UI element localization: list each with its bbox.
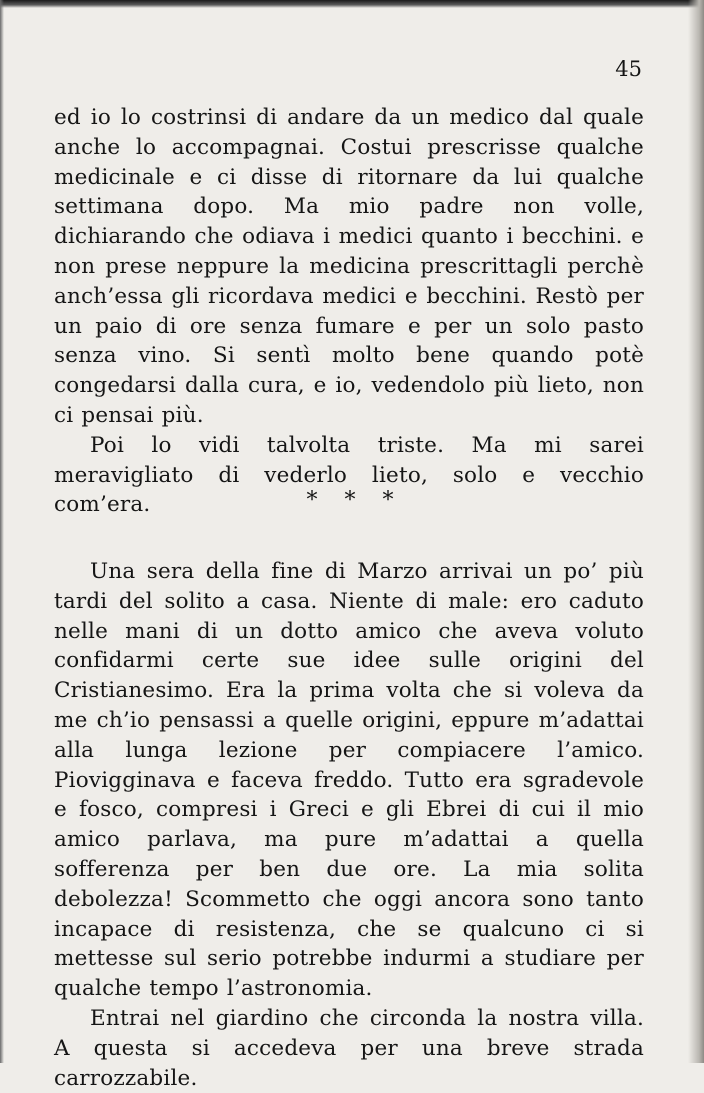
paragraph-continuation: ed io lo costrinsi di andare da un medico dal quale anche lo accompagnai. Costui prescrisse qualche medicinale e ci disse di ritornare da lui qualche settimana dopo. Ma mio padre non volle, dichiarando che odiava i medici quanto i becchini. e non prese neppure la medicina prescrittagli perchè anch’essa gli ricordava medici e becchini. Restò per un paio di ore senza fumare e per un solo pasto senza vino. Si sentì molto bene quando potè congedarsi dalla cura, e io, vedendolo più lieto, non ci pensai più. (54, 105, 644, 428)
text-section-1 (54, 103, 644, 520)
page-number: 45 (615, 57, 642, 81)
text-section-2 (54, 557, 644, 1093)
page-right-edge (688, 0, 704, 1063)
section-separator: * * * (306, 488, 404, 513)
page-top-edge (0, 0, 704, 8)
paragraph-garden: Entrai nel giardino che circonda la nostra villa. A questa si accedeva per una breve strada carrozzabile. (54, 1005, 644, 1091)
page-left-edge (0, 0, 4, 1063)
paragraph-march-evening: Una sera della fine di Marzo arrivai un po’ più tardi del solito a casa. Niente di male: ero caduto nelle mani di un dotto amico che aveva voluto confidarmi certe sue idee sulle origini del Cristianesimo. Era la prima volta che si voleva da me ch’io pensassi a quelle origini, eppure m’adattai alla lunga lezione per compiacere l’amico. Piovigginava e faceva freddo. Tutto era sgradevole e fosco, compresi i Greci e gli Ebrei di cui il mio amico parlava, ma pure m’adattai a quella sofferenza per ben due ore. La mia solita debolezza! Scommetto che oggi ancora sono tanto incapace di resistenza, che se qualcuno ci si mettesse sul serio potrebbe indurmi a studiare per qualche tempo l’astronomia. (54, 559, 644, 1002)
paragraph-father-sad: Poi lo vidi talvolta triste. Ma mi sarei meravigliato di vederlo lieto, solo e vecchio com’era. (54, 432, 644, 518)
